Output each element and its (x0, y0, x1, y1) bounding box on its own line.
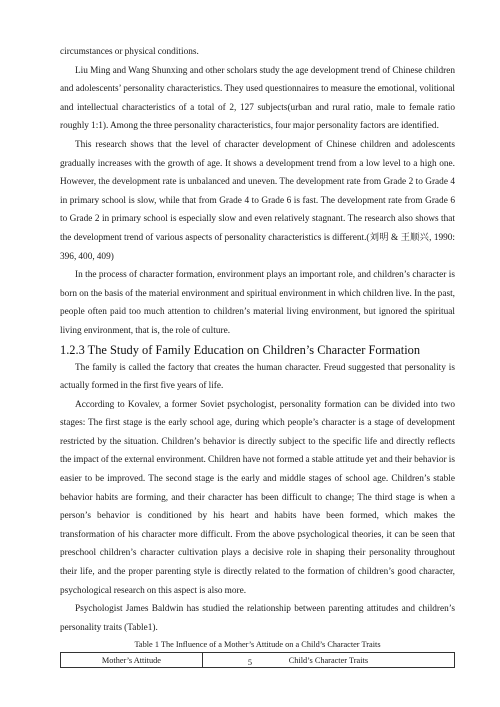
page-body (60, 43, 455, 668)
section-heading: 1.2.3 The Study of Family Education on Children’s Character Formation (60, 342, 421, 357)
column-header: Mother’s Attitude (61, 653, 203, 668)
paragraph: This research shows that the level of character development of Chinese children and adolescents gradually increases with the growth of age. It shows a development trend from a low level to a high one. However, the development rate is unbalanced and uneven. The development rate from Grade 2 to Grade 4 in primary school is slow, while that from Grade 4 to Grade 6 is fast. The development rate from Grade 6 to Grade 2 in primary school is especially slow and even relatively stagnant. The research also shows that the development trend of various aspects of personality characteristics is different.(刘明 & 王顺兴, 1990: 396, 400, 409) (60, 139, 455, 262)
paragraph: Psychologist James Baldwin has studied the relationship between parenting attitudes and children’s personality traits (Table1). (60, 604, 455, 633)
column-header: Child’s Character Traits (202, 653, 454, 668)
paragraph: Liu Ming and Wang Shunxing and other scholars study the age development trend of Chinese children and adolescents’ personality characteristics. They used questionnaires to measure the emotional, volitional and intellectual characteristics of a total of 2, 127 subjects(urban and rural ratio, male to female ratio roughly 1:1). Among the three personality characteristics, four major personality factors are identified. (60, 65, 455, 132)
paragraph: The family is called the factory that creates the human character. Freud suggested that personality is actually formed in the first five years of life. (60, 362, 455, 392)
page-number: 5 (247, 658, 253, 667)
table-caption: Table 1 The Influence of a Mother’s Attitude on a Child’s Character Traits (134, 640, 381, 650)
paragraph: According to Kovalev, a former Soviet psychologist, personality formation can be divided into two stages: The first stage is the early school age, during which people’s character is a stage of development restricted by the situation. Children’s behavior is directly subject to the specific life and directly reflects the impact of the external environment. Children have not formed a stable attitude yet and their behavior is easier to be improved. The second stage is the early and middle stages of school age. Children’s stable behavior habits are forming, and their character has been difficult to change; The third stage is when a person’s behavior is conditioned by his heart and habits have been formed, which makes the transformation of his character more difficult. From the above psychological theories, it can be seen that preschool children’s character cultivation plays a decisive role in shaping their personality throughout their life, and the proper parenting style is directly related to the formation of children’s good character, psychological research on this aspect is also more. (60, 399, 455, 596)
paragraph: In the process of character formation, environment plays an important role, and children’s character is born on the basis of the material environment and spiritual environment in which children live. In the past, people often paid too much attention to children’s material living environment, but ignored the spiritual living environment, that is, the role of culture. (60, 270, 455, 336)
paragraph: circumstances or physical conditions. (60, 47, 199, 57)
